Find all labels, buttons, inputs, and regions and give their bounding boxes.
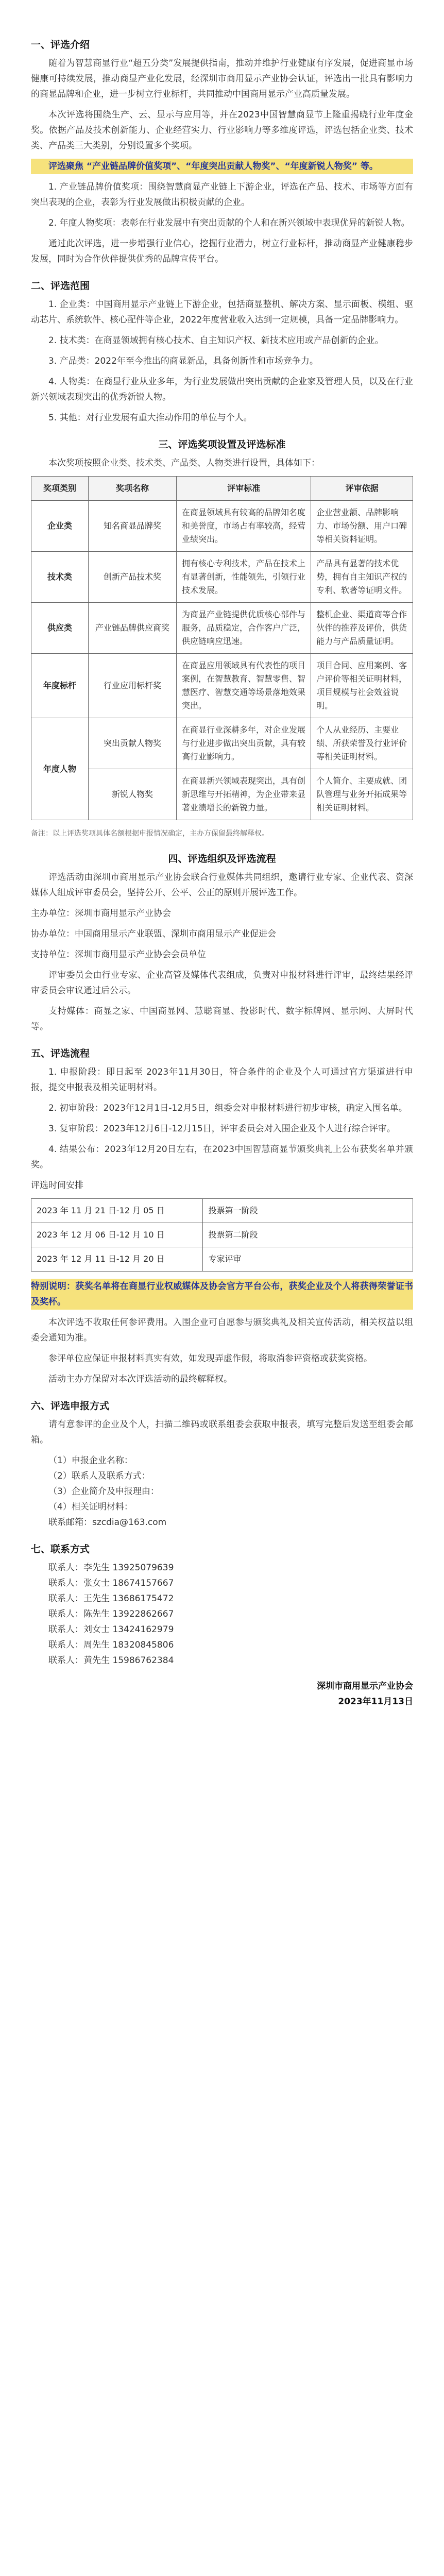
paragraph: 主办单位：深圳市商用显示产业协会 — [31, 908, 171, 919]
section-heading: 二、评选范围 — [31, 280, 90, 292]
signature-org: 深圳市商用显示产业协会 — [317, 1681, 413, 1691]
paragraph: 4. 结果公布：2023年12月20日左右，在2023中国智慧商显节颁奖典礼上公布获奖名单并颁奖。 — [31, 1144, 413, 1170]
table-row — [31, 769, 413, 820]
table-cell-award: 新锐人物奖 — [89, 769, 177, 820]
table-header-row — [31, 477, 413, 501]
table-cell-basis: 企业营业额、品牌影响力、市场份额、用户口碑等相关资料证明。 — [311, 501, 413, 552]
table-cell-award: 产业链品牌供应商奖 — [89, 603, 177, 654]
section-heading: 三、评选奖项设置及评选标准 — [158, 439, 286, 450]
schedule-stage: 投票第二阶段 — [203, 1223, 413, 1247]
table-cell-criteria: 在商显行业深耕多年，对企业发展与行业进步做出突出贡献，具有较高行业影响力。 — [177, 718, 311, 769]
contact-item: 联系人：张女士 18674157667 — [48, 1578, 174, 1588]
table-cell-group: 供应类 — [31, 603, 89, 654]
contact-item: 联系人：刘女士 13424162979 — [48, 1624, 174, 1635]
table-row — [31, 603, 413, 654]
paragraph: 1. 产业链品牌价值奖项：围绕智慧商显产业链上下游企业，评选在产品、技术、市场等方面有突出表现的企业，表彰为行业发展做出积极贡献的企业。 — [31, 182, 413, 208]
paragraph: 2. 年度人物奖项：表彰在行业发展中有突出贡献的个人和在新兴领域中表现优异的新锐人物。 — [48, 218, 410, 228]
paragraph: 支持单位：深圳市商用显示产业协会会员单位 — [31, 950, 206, 960]
paragraph: 协办单位：中国商用显示产业联盟、深圳市商用显示产业促进会 — [31, 929, 276, 939]
table-cell-criteria: 拥有核心专利技术，产品在技术上有显著创新，性能领先，引领行业技术发展。 — [177, 552, 311, 603]
table-note: 备注：以上评选奖项具体名额根据申报情况确定，主办方保留最终解释权。 — [31, 829, 269, 838]
list-item: （2）联系人及联系方式： — [48, 1471, 150, 1481]
table-cell-criteria: 为商显产业链提供优质核心部件与服务，品质稳定，合作客户广泛，供应链响应迅速。 — [177, 603, 311, 654]
signature-date: 2023年11月13日 — [338, 1697, 413, 1707]
paragraph: 参评单位应保证申报材料真实有效，如发现弄虚作假，将取消参评资格或获奖资格。 — [48, 1353, 372, 1364]
paragraph: 请有意参评的企业及个人，扫描二维码或联系组委会获取申报表，填写完整后发送至组委会邮箱。 — [31, 1419, 413, 1445]
table-cell-award: 行业应用标杆奖 — [89, 654, 177, 718]
contact-item: 联系人：陈先生 13922862667 — [48, 1609, 174, 1619]
paragraph: 5. 其他：对行业发展有重大推动作用的单位与个人。 — [48, 413, 252, 423]
table-cell-basis: 个人简介、主要成就、团队管理与业务开拓成果等相关证明材料。 — [311, 769, 413, 820]
table-header-cell: 评审依据 — [311, 477, 413, 501]
paragraph: 2. 技术类：在商显领域拥有核心技术、自主知识产权、新技术应用或产品创新的企业。 — [48, 335, 384, 346]
table-row — [31, 552, 413, 603]
table-row — [31, 1199, 413, 1223]
schedule-date: 2023 年 11 月 21 日-12 月 05 日 — [31, 1199, 203, 1223]
section-heading: 一、评选介绍 — [31, 39, 90, 50]
section-heading: 五、评选流程 — [31, 1048, 90, 1059]
highlight-paragraph: 评选聚焦 “产业链品牌价值奖项”、“年度突出贡献人物奖”、“年度新锐人物奖” 等。 — [31, 159, 413, 174]
highlight-paragraph: 特别说明：获奖名单将在商显行业权威媒体及协会官方平台公布，获奖企业及个人将获得荣誉证书及奖杯。 — [31, 1279, 413, 1310]
table-cell-group: 年度人物 — [31, 718, 89, 820]
paragraph: 本次评选将围绕生产、云、显示与应用等，并在2023中国智慧商显节上隆重揭晓行业年度金奖。依据产品及技术创新能力、企业经营实力、行业影响力等多维度评选，评选包括企业类、技术类、产品类三大类别，分别设置多个奖项。 — [31, 110, 413, 151]
table-cell-criteria: 在商显新兴领域表现突出，具有创新思维与开拓精神，为企业带来显著业绩增长的新锐力量。 — [177, 769, 311, 820]
table-header-cell: 评审标准 — [177, 477, 311, 501]
table-row — [31, 654, 413, 718]
table-cell-group: 企业类 — [31, 501, 89, 552]
table-cell-award: 突出贡献人物奖 — [89, 718, 177, 769]
schedule-date: 2023 年 12 月 06 日-12 月 10 日 — [31, 1223, 203, 1247]
contact-item: 联系人：周先生 18320845806 — [48, 1640, 174, 1650]
table-header-cell: 奖项名称 — [89, 477, 177, 501]
table-cell-group: 年度标杆 — [31, 654, 89, 718]
table-cell-group: 技术类 — [31, 552, 89, 603]
list-item: （4）相关证明材料： — [48, 1502, 133, 1512]
table-cell-basis: 项目合同、应用案例、客户评价等相关证明材料，项目规模与社会效益说明。 — [311, 654, 413, 718]
schedule-stage: 投票第一阶段 — [203, 1199, 413, 1223]
award-criteria-table — [31, 476, 413, 820]
paragraph: 3. 产品类：2022年至今推出的商显新品，具备创新性和市场竞争力。 — [48, 356, 318, 366]
schedule-title: 评选时间安排 — [31, 1180, 83, 1191]
contact-item: 联系人：黄先生 15986762384 — [48, 1655, 174, 1666]
paragraph: 活动主办方保留对本次评选活动的最终解释权。 — [48, 1374, 232, 1384]
paragraph: 1. 申报阶段：即日起至 2023年11月30日，符合条件的企业及个人可通过官方渠道进行申报，提交申报表及相关证明材料。 — [31, 1067, 413, 1093]
table-row — [31, 1247, 413, 1272]
contact-item: 联系人：王先生 13686175472 — [48, 1594, 174, 1604]
paragraph: 随着为智慧商显行业“超五分类”发展提供指南，推动并维护行业健康有序发展，促进商显市场健康可持续发展，推动商显产业化发展，经深圳市商用显示产业协会认证，评选出一批具有影响力的商显品牌和企业，进一步树立行业标杆，共同推动中国商用显示产业高质量发展。 — [31, 58, 413, 99]
table-header-cell: 奖项类别 — [31, 477, 89, 501]
contact-email[interactable]: 联系邮箱：szcdia@163.com — [48, 1517, 167, 1528]
application-items — [31, 1453, 413, 1515]
paragraph: 本次评选不收取任何参评费用。入围企业可自愿参与颁奖典礼及相关宣传活动，相关权益以组委会通知为准。 — [31, 1317, 413, 1343]
table-row — [31, 501, 413, 552]
table-cell-criteria: 在商显应用领域具有代表性的项目案例，在智慧教育、智慧零售、智慧医疗、智慧交通等场景落地效果突出。 — [177, 654, 311, 718]
paragraph: 1. 企业类：中国商用显示产业链上下游企业，包括商显整机、解决方案、显示面板、模组、驱动芯片、系统软件、核心配件等企业，2022年度营业收入达到一定规模，具备一定品牌影响力。 — [31, 299, 413, 325]
paragraph: 评选活动由深圳市商用显示产业协会联合行业媒体共同组织，邀请行业专家、企业代表、资深媒体人组成评审委员会，坚持公开、公平、公正的原则开展评选工作。 — [31, 872, 413, 898]
table-cell-basis: 产品具有显著的技术优势，拥有自主知识产权的专利、软著等证明文件。 — [311, 552, 413, 603]
paragraph: 支持媒体：商显之家、中国商显网、慧聪商显、投影时代、数字标牌网、显示网、大屏时代等。 — [31, 1006, 413, 1032]
section-heading: 四、评选组织及评选流程 — [168, 853, 276, 865]
table-cell-basis: 个人从业经历、主要业绩、所获荣誉及行业评价等相关证明材料。 — [311, 718, 413, 769]
table-row — [31, 718, 413, 769]
table-cell-award: 创新产品技术奖 — [89, 552, 177, 603]
paragraph: 本次奖项按照企业类、技术类、产品类、人物类进行设置，具体如下： — [48, 458, 320, 468]
paragraph: 3. 复审阶段：2023年12月6日-12月15日，评审委员会对入围企业及个人进行综合评审。 — [48, 1124, 396, 1134]
paragraph: 通过此次评选，进一步增强行业信心，挖掘行业潜力，树立行业标杆，推动商显产业健康稳步发展，同时为合作伙伴提供优秀的品牌宣传平台。 — [31, 239, 413, 264]
contact-list — [31, 1560, 413, 1668]
table-cell-award: 知名商显品牌奖 — [89, 501, 177, 552]
list-item: （1）申报企业名称： — [48, 1455, 133, 1466]
schedule-stage: 专家评审 — [203, 1247, 413, 1272]
section-heading: 六、评选申报方式 — [31, 1400, 110, 1412]
list-item: （3）企业简介及申报理由： — [48, 1486, 159, 1497]
table-row — [31, 1223, 413, 1247]
section-heading: 七、联系方式 — [31, 1544, 90, 1555]
paragraph: 4. 人物类：在商显行业从业多年，为行业发展做出突出贡献的企业家及管理人员，以及在行业新兴领域表现突出的优秀新锐人物。 — [31, 377, 413, 402]
table-cell-basis: 整机企业、渠道商等合作伙伴的推荐及评价，供货能力与产品质量证明。 — [311, 603, 413, 654]
schedule-table — [31, 1198, 413, 1272]
paragraph: 2. 初审阶段：2023年12月1日-12月5日，组委会对申报材料进行初步审核，确定入围名单。 — [48, 1103, 407, 1113]
paragraph: 评审委员会由行业专家、企业高管及媒体代表组成，负责对申报材料进行评审，最终结果经评审委员会审议通过后公示。 — [31, 970, 413, 996]
table-cell-criteria: 在商显领域具有较高的品牌知名度和美誉度，市场占有率较高，经营业绩突出。 — [177, 501, 311, 552]
schedule-date: 2023 年 12 月 11 日-12 月 20 日 — [31, 1247, 203, 1272]
contact-item: 联系人：李先生 13925079639 — [48, 1563, 174, 1573]
